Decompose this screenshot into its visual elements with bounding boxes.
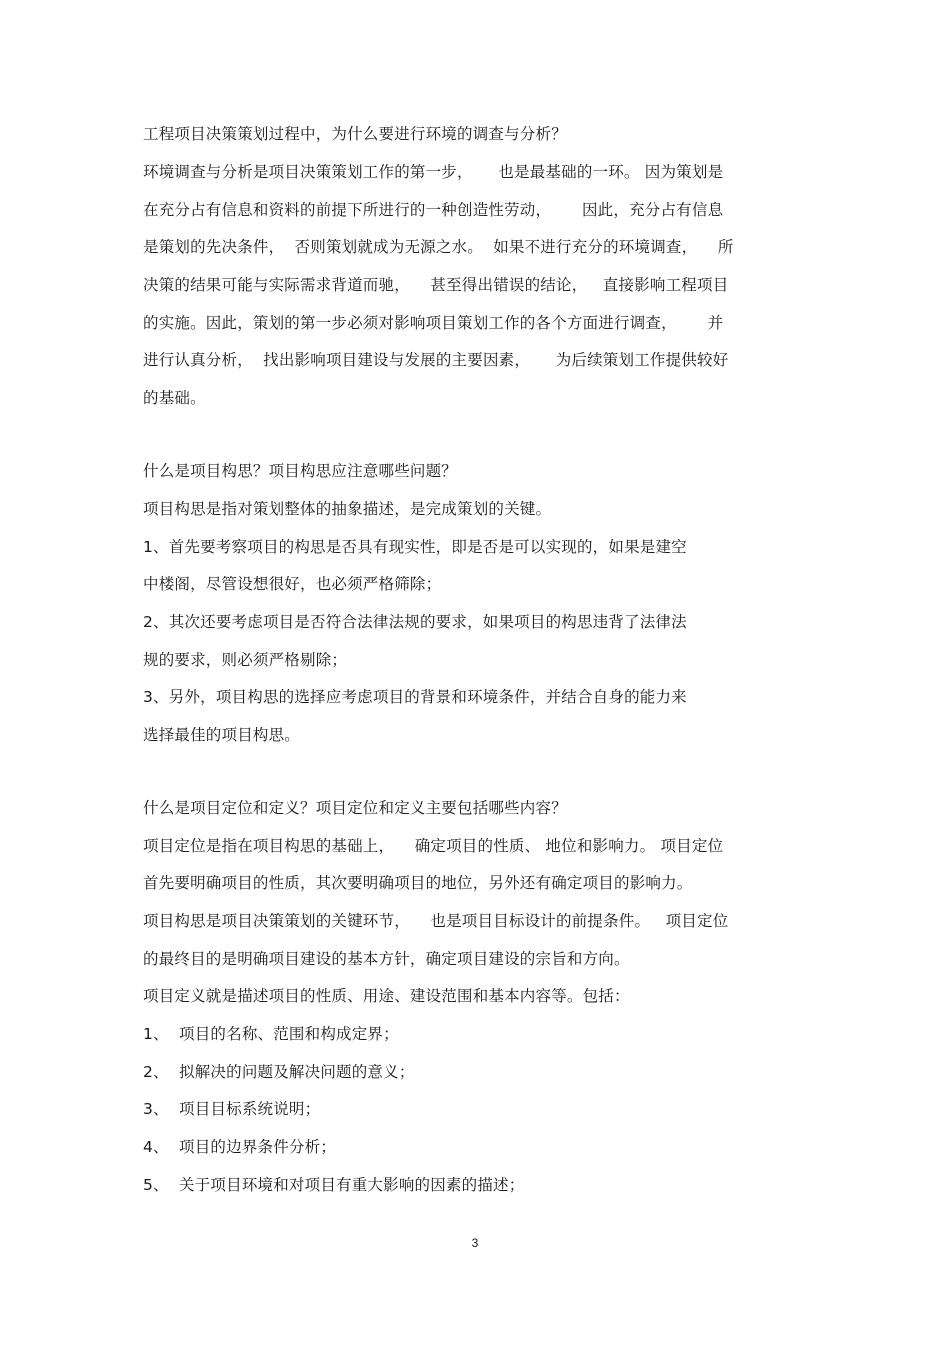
section-2-line-6: 3、另外，项目构思的选择应考虑项目的背景和环境条件，并结合自身的能力来 bbox=[143, 688, 687, 706]
section-3-line-5: 项目定义就是描述项目的性质、用途、建设范围和基本内容等。包括： bbox=[143, 987, 630, 1005]
section-2-line-2: 1、首先要考察项目的构思是否具有现实性，即是否是可以实现的，如果是建空 bbox=[143, 538, 687, 556]
section-1-line-3: 是策划的先决条件， 否则策划就成为无源之水。 如果不进行充分的环境调查， 所 bbox=[143, 238, 734, 256]
section-3-list-item-1: 1、 项目的名称、范围和构成定界； bbox=[143, 1025, 399, 1043]
section-2-line-7: 选择最佳的项目构思。 bbox=[143, 726, 301, 744]
section-1-line-5: 的实施。因此，策划的第一步必须对影响项目策划工作的各个方面进行调查， 并 bbox=[143, 314, 724, 332]
section-1-line-2: 在充分占有信息和资料的前提下所进行的一种创造性劳动， 因此，充分占有信息 bbox=[143, 201, 724, 219]
section-1-line-4: 决策的结果可能与实际需求背道而驰， 甚至得出错误的结论， 直接影响工程项目 bbox=[143, 276, 729, 294]
section-2-line-1: 项目构思是指对策划整体的抽象描述，是完成策划的关键。 bbox=[143, 500, 552, 518]
section-3-question: 什么是项目定位和定义？项目定位和定义主要包括哪些内容？ bbox=[143, 799, 567, 817]
section-2-question: 什么是项目构思？项目构思应注意哪些问题？ bbox=[143, 462, 458, 480]
page-number: 3 bbox=[471, 1236, 479, 1250]
section-3-list-item-2: 2、 拟解决的问题及解决问题的意义； bbox=[143, 1063, 415, 1081]
section-3-line-1: 项目定位是指在项目构思的基础上， 确定项目的性质、 地位和影响力。 项目定位 bbox=[143, 837, 724, 855]
section-1-line-7: 的基础。 bbox=[143, 389, 206, 407]
section-1-line-6: 进行认真分析， 找出影响项目建设与发展的主要因素， 为后续策划工作提供较好 bbox=[143, 351, 729, 369]
section-2-line-3: 中楼阁，尽管设想很好，也必须严格筛除； bbox=[143, 575, 442, 593]
section-1-line-1: 环境调查与分析是项目决策策划工作的第一步， 也是最基础的一环。 因为策划是 bbox=[143, 163, 724, 181]
section-1-question: 工程项目决策策划过程中，为什么要进行环境的调查与分析？ bbox=[143, 125, 567, 143]
section-3-line-2: 首先要明确项目的性质，其次要明确项目的地位，另外还有确定项目的影响力。 bbox=[143, 874, 693, 892]
section-3-line-4: 的最终目的是明确项目建设的基本方针，确定项目建设的宗旨和方向。 bbox=[143, 950, 630, 968]
section-2-line-5: 规的要求，则必须严格剔除； bbox=[143, 651, 348, 669]
section-2-line-4: 2、其次还要考虑项目是否符合法律法规的要求，如果项目的构思违背了法律法 bbox=[143, 613, 687, 631]
section-3-list-item-4: 4、 项目的边界条件分析； bbox=[143, 1138, 337, 1156]
section-3-list-item-5: 5、 关于项目环境和对项目有重大影响的因素的描述； bbox=[143, 1176, 525, 1194]
section-3-line-3: 项目构思是项目决策策划的关键环节， 也是项目目标设计的前提条件。 项目定位 bbox=[143, 912, 729, 930]
section-3-list-item-3: 3、 项目目标系统说明； bbox=[143, 1100, 321, 1118]
